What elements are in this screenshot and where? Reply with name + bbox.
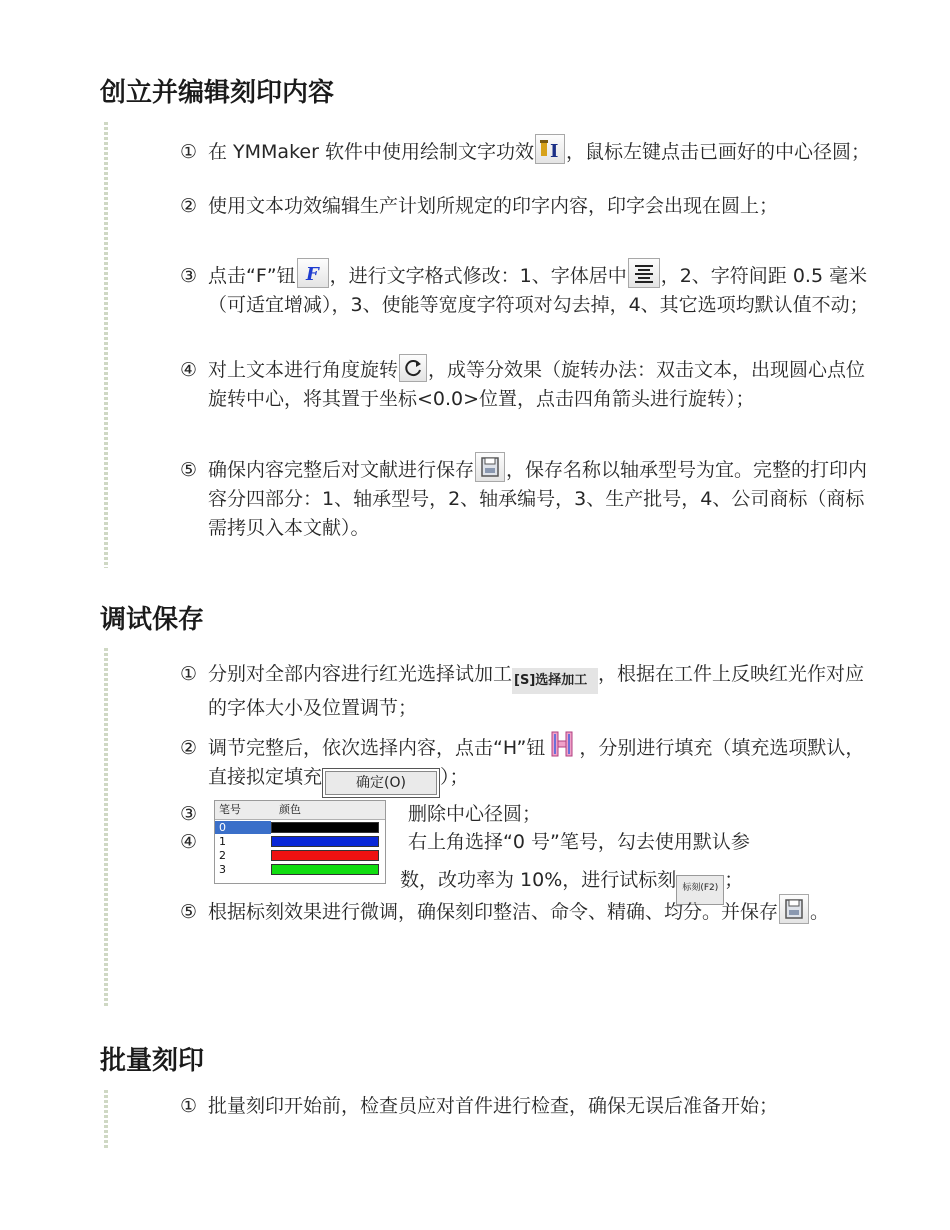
step-2-2: ② 调节完整后，依次选择内容，点击“H”钮 ，分别进行填充（填充选项默认，直接拟定填充 确定(O) ）； [180, 728, 878, 798]
save-icon [475, 452, 505, 482]
color-column-header: 颜色 [279, 803, 301, 816]
save-icon [779, 894, 809, 924]
pen-column-header: 笔号 [219, 803, 241, 816]
step-2-3-text: 删除中心径圆； [408, 803, 542, 825]
pen-row: 3 [215, 862, 385, 876]
step-1-3: ③ 点击“F”钮 F ，进行文字格式修改：1、字体居中 ，2、字符间距 0.5 毫米（可适宜增减），3、使能等宽度字符项对勾去掉，4、其它选项均默认值不动； [180, 258, 878, 320]
pen-row: 0 [215, 820, 385, 834]
section-title-batch-marking: 批量刻印 [100, 1046, 205, 1076]
mark-button-image: 标刻(F2) [676, 875, 724, 905]
pen-color-table [214, 800, 386, 884]
step-2-5: ⑤ 根据标刻效果进行微调，确保刻印整洁、命令、精确、均分。并保存 。 [180, 894, 878, 927]
rotate-icon [399, 354, 427, 382]
section-bar [104, 648, 108, 1008]
pen-row: 1 [215, 834, 385, 848]
section-bar [104, 1090, 108, 1150]
section-title-debug-save: 调试保存 [100, 605, 205, 635]
ok-button-image: 确定(O) [322, 768, 440, 798]
step-1-5: ⑤ 确保内容完整后对文献进行保存 ，保存名称以轴承型号为宜。完整的打印内容分四部分：1、轴承型号，2、轴承编号，3、生产批号，4、公司商标（商标需拷贝入本文献）。 [180, 452, 878, 543]
step-1-1: ① 在 YMMaker 软件中使用绘制文字功效 I ，鼠标左键点击已画好的中心径圆； [180, 134, 878, 167]
pen-color-swatch [271, 822, 379, 833]
svg-text:F: F [305, 264, 319, 285]
section-bar [104, 122, 108, 568]
font-format-icon [297, 258, 329, 288]
section-title-create-edit: 创立并编辑刻印内容 [100, 78, 335, 108]
step-1-4: ④ 对上文本进行角度旋转 ，成等分效果（旋转办法：双击文本，出现圆心点位旋转中心，将其置于坐标<0.0>位置，点击四角箭头进行旋转）； [180, 354, 878, 414]
align-center-icon [628, 258, 660, 288]
step-number: ④ [180, 831, 198, 853]
step-2-4-continued: 数，改功率为 10%，进行试标刻 标刻(F2) ； [400, 866, 743, 905]
step-number: ① [180, 141, 198, 163]
step-2-1: ① 分别对全部内容进行红光选择试加工 [S]选择加工 ，根据在工件上反映红光作对应的字体大小及位置调节； [180, 663, 865, 719]
fill-h-icon [546, 728, 578, 760]
pen-color-swatch [271, 850, 379, 861]
pen-table-header [215, 801, 385, 820]
pen-row: 2 [215, 848, 385, 862]
text-tool-icon [535, 134, 565, 164]
step-1-2: ② 使用文本功效编辑生产计划所规定的印字内容，印字会出现在圆上； [180, 195, 779, 217]
svg-text:I: I [549, 141, 559, 162]
step-number: ③ [180, 803, 198, 825]
pen-color-swatch [271, 864, 379, 875]
select-process-button-image: [S]选择加工 [512, 668, 598, 694]
step-3-1: ① 批量刻印开始前，检查员应对首件进行检查，确保无误后准备开始； [180, 1095, 779, 1117]
step-2-4-text: 右上角选择“0 号”笔号，勾去使用默认参 [408, 831, 750, 853]
pen-color-swatch [271, 836, 379, 847]
